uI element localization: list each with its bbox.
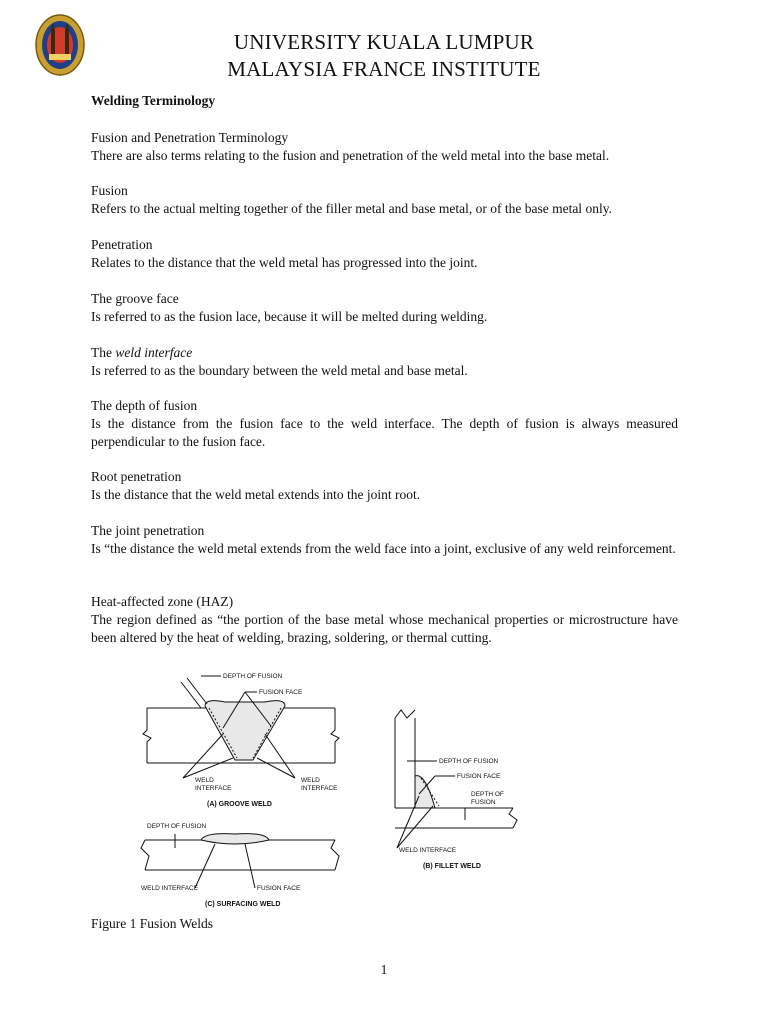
label-fusion-face-a: FUSION FACE — [259, 689, 303, 696]
section-weld-interface — [91, 344, 678, 380]
section-fusion-penetration-terminology — [91, 129, 678, 165]
section-body: Is “the distance the weld metal extends from the weld face into a joint, exclusive of any weld reinforcement. — [91, 541, 676, 556]
section-head: Penetration — [91, 237, 153, 252]
university-name: UNIVERSITY KUALA LUMPUR — [233, 30, 535, 54]
section-groove-face — [91, 290, 678, 326]
section-body: Is referred to as the boundary between the weld metal and base metal. — [91, 363, 468, 378]
institute-name: MALAYSIA FRANCE INSTITUTE — [227, 57, 541, 81]
surfacing-weld-diagram — [141, 823, 339, 908]
university-crest-icon — [35, 14, 85, 76]
section-head: The groove face — [91, 291, 179, 306]
label-interface-right: INTERFACE — [301, 785, 338, 792]
label-weld-left: WELD — [195, 777, 214, 784]
section-body: Is referred to as the fusion lace, because it will be melted during welding. — [91, 309, 488, 324]
caption-fillet-weld: (B) FILLET WELD — [423, 863, 481, 870]
label-fusion: FUSION — [471, 799, 496, 806]
section-head: Fusion — [91, 183, 128, 198]
caption-surfacing-weld: (C) SURFACING WELD — [205, 901, 281, 908]
section-haz — [91, 593, 678, 647]
document-heading: Welding Terminology — [91, 93, 216, 108]
section-head: The joint penetration — [91, 523, 205, 538]
figure-caption: Figure 1 Fusion Welds — [91, 916, 214, 931]
section-fusion — [91, 182, 678, 218]
label-depth-of-fusion-a: DEPTH OF FUSION — [223, 673, 283, 680]
section-body: Is the distance from the fusion face to the weld interface. The depth of fusion is always measured perpendicular to the fusion face. — [91, 416, 678, 449]
label-weld-interface-b: WELD INTERFACE — [399, 847, 457, 854]
label-weld-right: WELD — [301, 777, 320, 784]
section-depth-of-fusion — [91, 397, 678, 451]
section-head: The weld interface — [91, 345, 193, 360]
label-weld-interface-c: WELD INTERFACE — [141, 885, 199, 892]
section-head: Fusion and Penetration Terminology — [91, 130, 289, 145]
fillet-weld-diagram — [395, 710, 517, 870]
caption-groove-weld: (A) GROOVE WELD — [207, 801, 272, 808]
fusion-welds-figure — [135, 668, 525, 910]
section-body: There are also terms relating to the fusion and penetration of the weld metal into the base metal. — [91, 148, 610, 163]
section-body: Is the distance that the weld metal extends into the joint root. — [91, 487, 421, 502]
label-depth-of-fusion-c: DEPTH OF FUSION — [147, 823, 207, 830]
section-body: The region defined as “the portion of the base metal whose mechanical properties or microstructure have been altered by the heat of welding, brazing, soldering, or thermal cutting. — [91, 612, 678, 645]
section-penetration — [91, 236, 678, 272]
label-interface-left: INTERFACE — [195, 785, 232, 792]
label-depth-of-fusion-b: DEPTH OF FUSION — [439, 758, 499, 765]
section-head: Root penetration — [91, 469, 182, 484]
label-fusion-face-b: FUSION FACE — [457, 773, 501, 780]
label-depth-of: DEPTH OF — [471, 791, 504, 798]
section-root-penetration — [91, 468, 678, 504]
label-fusion-face-c: FUSION FACE — [257, 885, 301, 892]
section-head: The depth of fusion — [91, 398, 198, 413]
section-joint-penetration — [91, 522, 678, 558]
page-number: 1 — [380, 962, 388, 977]
groove-weld-diagram — [143, 673, 339, 808]
section-body: Relates to the distance that the weld metal has progressed into the joint. — [91, 255, 478, 270]
university-logo — [35, 14, 85, 76]
section-body: Refers to the actual melting together of the filler metal and base metal, or of the base metal only. — [91, 201, 612, 216]
section-head: Heat-affected zone (HAZ) — [91, 594, 234, 609]
